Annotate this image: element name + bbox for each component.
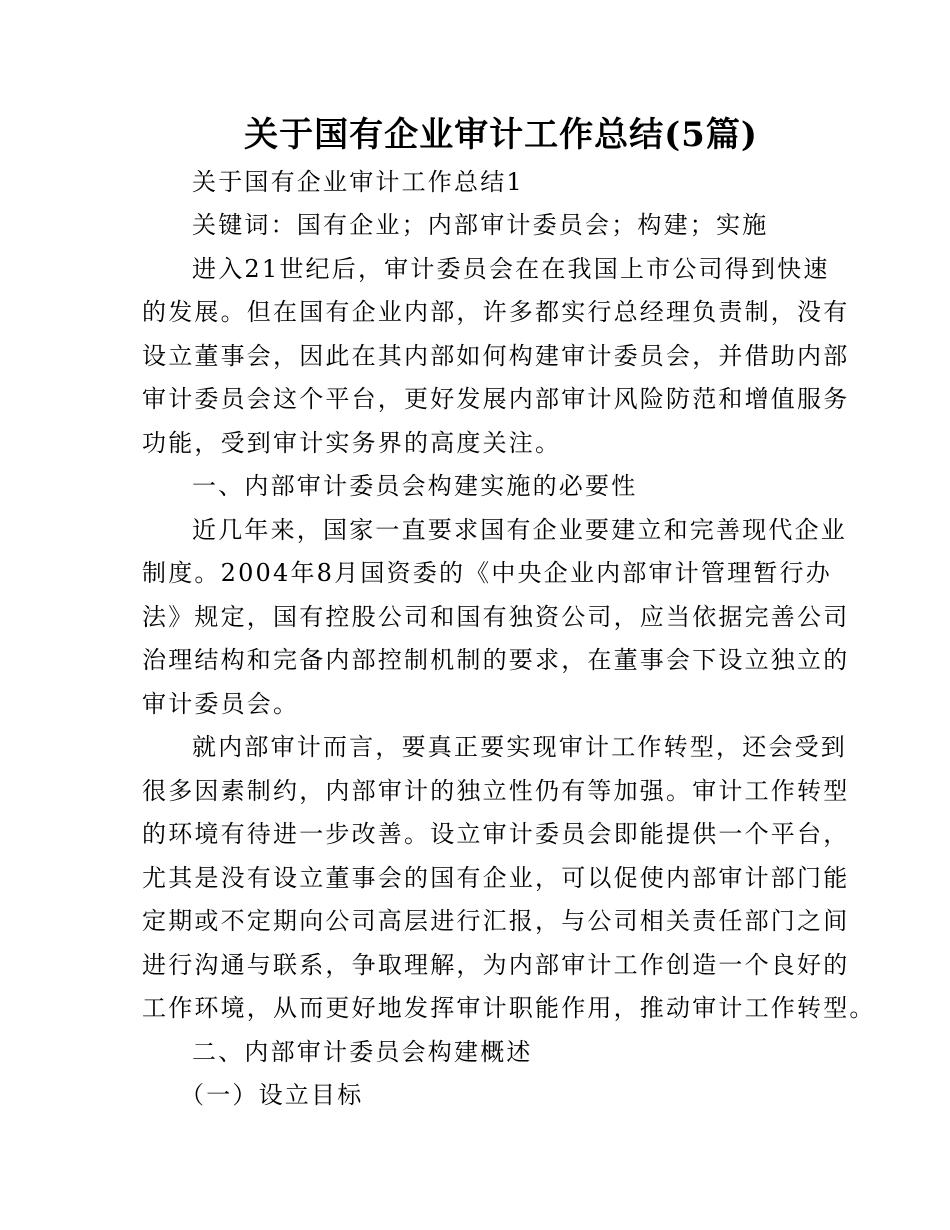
paragraph-line: 就内部审计而言，要真正要实现审计工作转型，还会受到: [192, 733, 847, 761]
paragraph-line: 功能，受到审计实务界的高度关注。: [142, 429, 562, 457]
document-title: 关于国有企业审计工作总结(5篇): [244, 115, 758, 155]
paragraph-line: 的发展。但在国有企业内部，许多都实行总经理负责制，没有: [142, 298, 850, 326]
subsection-heading: （一）设立目标: [180, 1081, 364, 1109]
paragraph-line: 尤其是没有设立董事会的国有企业，可以促使内部审计部门能: [142, 864, 850, 892]
paragraph-line: 法》规定，国有控股公司和国有独资公司，应当依据完善公司: [142, 603, 850, 631]
paragraph-line: 的环境有待进一步改善。设立审计委员会即能提供一个平台，: [142, 820, 850, 848]
paragraph-line: 很多因素制约，内部审计的独立性仍有等加强。审计工作转型: [142, 777, 850, 805]
section-heading: 二、内部审计委员会构建概述: [192, 1038, 533, 1066]
keywords-line: 关键词：国有企业；内部审计委员会；构建；实施: [192, 211, 769, 239]
paragraph-line: 审计委员会这个平台，更好发展内部审计风险防范和增值服务: [142, 385, 850, 413]
paragraph-line: 工作环境，从而更好地发挥审计职能作用，推动审计工作转型。: [142, 994, 876, 1022]
paragraph-line: 近几年来，国家一直要求国有企业要建立和完善现代企业: [192, 516, 847, 544]
paragraph-line: 进入21世纪后，审计委员会在在我国上市公司得到快速: [192, 255, 830, 283]
paragraph-line: 制度。2004年8月国资委的《中央企业内部审计管理暂行办: [142, 559, 832, 587]
paragraph-line: 进行沟通与联系，争取理解，为内部审计工作创造一个良好的: [142, 951, 850, 979]
paragraph-line: 设立董事会，因此在其内部如何构建审计委员会，并借助内部: [142, 342, 850, 370]
subtitle-line: 关于国有企业审计工作总结1: [192, 168, 524, 196]
paragraph-line: 审计委员会。: [142, 690, 300, 718]
paragraph-line: 治理结构和完备内部控制机制的要求，在董事会下设立独立的: [142, 646, 850, 674]
paragraph-line: 定期或不定期向公司高层进行汇报，与公司相关责任部门之间: [142, 907, 850, 935]
section-heading: 一、内部审计委员会构建实施的必要性: [192, 472, 638, 500]
